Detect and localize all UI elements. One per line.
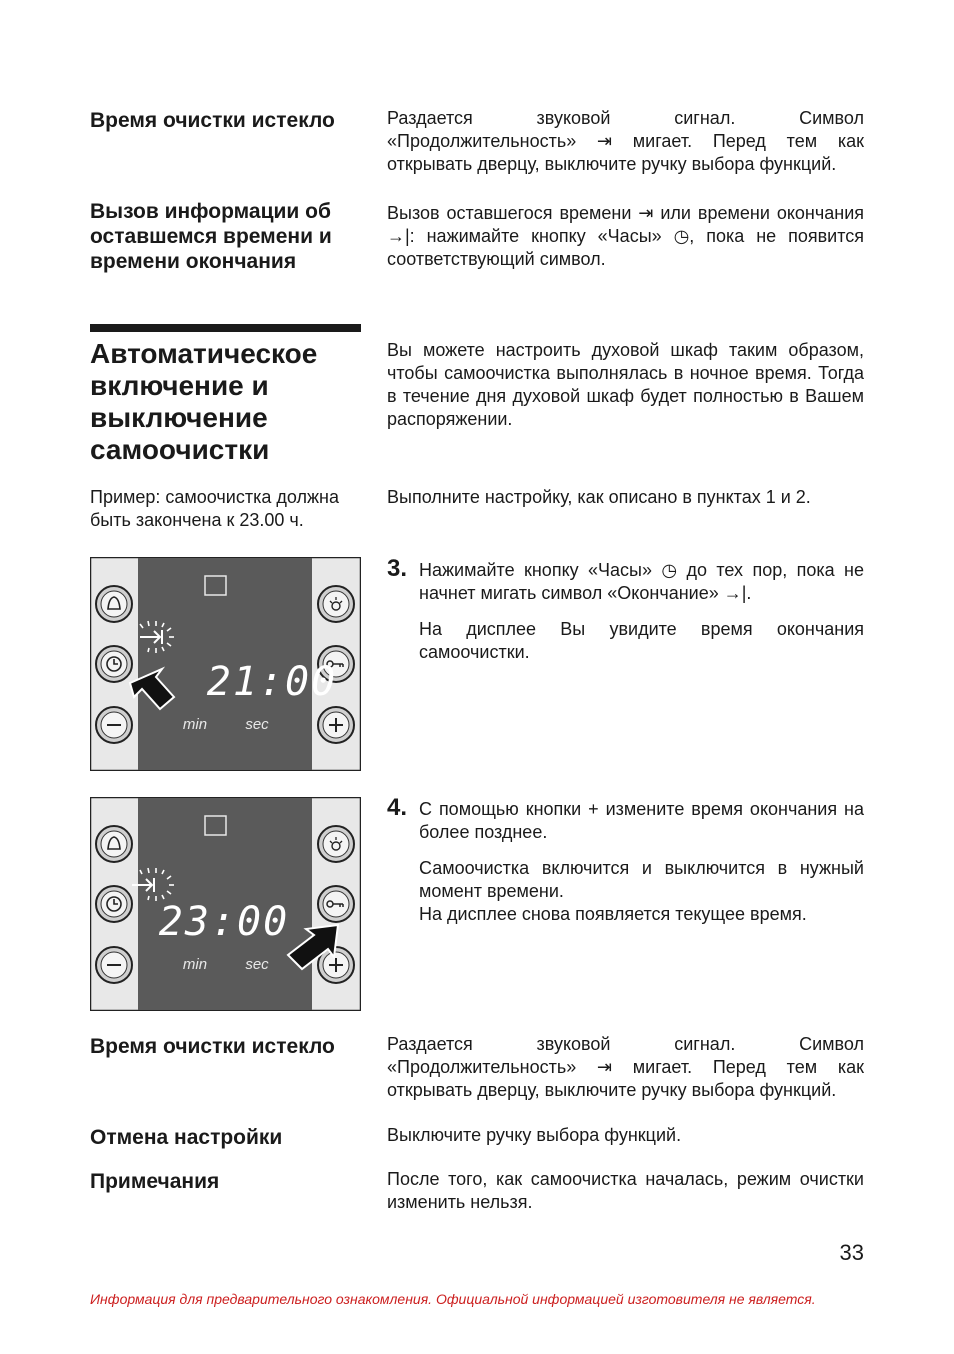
- light-icon: [318, 586, 354, 622]
- display-time: 21:00: [206, 659, 338, 705]
- step-text: Нажимайте кнопку «Часы» ◷ до тех пор, пока не начнет мигать символ «Окончание» →|.: [419, 560, 864, 603]
- step-3: [387, 555, 864, 664]
- heading-intro: Вы можете настроить духовой шкаф таким образом, чтобы самоочистка выполнялась в ночное время. Тогда в течение дня духовой шкаф будет полностью в Вашем распоряжении.: [387, 340, 864, 429]
- step-text: Самоочистка включится и выключится в нужный момент времени.: [419, 858, 864, 901]
- example-label: Пример: самоочистка должна быть закончена к 23.00 ч.: [90, 487, 339, 530]
- minus-icon: [96, 947, 132, 983]
- section-heading: Автоматическое включение и выключение самоочистки: [90, 338, 318, 465]
- minus-icon: [96, 707, 132, 743]
- bell-icon: [96, 586, 132, 622]
- step-4: [387, 794, 864, 926]
- step-text: На дисплее Вы увидите время окончания самоочистки.: [419, 619, 864, 662]
- section-text-notes: После того, как самоочистка началась, режим очистки изменить нельзя.: [387, 1169, 864, 1212]
- step-text: С помощью кнопки + измените время окончания на более позднее.: [419, 799, 864, 842]
- key-icon: [318, 886, 354, 922]
- clock-icon: [96, 886, 132, 922]
- section-text-cleaning-finished: Раздается звуковой сигнал. Символ «Продолжительность» ⇥ мигает. Перед тем как открывать дверцу, выключите ручку выбора функций.: [387, 108, 864, 174]
- bell-icon: [96, 826, 132, 862]
- heading-rule: [90, 324, 361, 332]
- display-sec-label: sec: [245, 956, 269, 973]
- disclaimer: Информация для предварительного ознакомления. Официальной информацией изготовителя не является.: [90, 1291, 816, 1307]
- section-label-cancel: Отмена настройки: [90, 1126, 283, 1149]
- step-text: На дисплее снова появляется текущее время.: [419, 904, 807, 924]
- clock-icon: [96, 646, 132, 682]
- page-number: 33: [839, 1240, 864, 1265]
- section-text-cleaning-finished-2: Раздается звуковой сигнал. Символ «Продолжительность» ⇥ мигает. Перед тем как открывать дверцу, выключите ручку выбора функций.: [387, 1034, 864, 1100]
- section-label-notes: Примечания: [90, 1170, 220, 1193]
- display-sec-label: sec: [245, 716, 269, 733]
- control-panel-illustration-1: [90, 557, 361, 771]
- light-icon: [318, 826, 354, 862]
- plus-icon: [318, 707, 354, 743]
- section-label-time-info: Вызов информации об оставшемся времени и времени окончания: [90, 200, 332, 273]
- control-panel-illustration-2: [90, 797, 361, 1011]
- section-text-cancel: Выключите ручку выбора функций.: [387, 1125, 682, 1145]
- display-min-label: min: [182, 956, 208, 973]
- step-number: 3.: [387, 555, 408, 582]
- section-label-cleaning-finished-2: Время очистки истекло: [90, 1035, 335, 1058]
- section-text-time-info: Вызов оставшегося времени ⇥ или времени окончания →|: нажимайте кнопку «Часы» ◷, пока не появится соответствующий символ.: [387, 203, 864, 269]
- section-label-cleaning-finished: Время очистки истекло: [90, 109, 335, 132]
- example-text: Выполните настройку, как описано в пунктах 1 и 2.: [387, 487, 811, 507]
- display-time: 23:00: [158, 899, 290, 945]
- display-min-label: min: [182, 716, 208, 733]
- step-number: 4.: [387, 794, 408, 821]
